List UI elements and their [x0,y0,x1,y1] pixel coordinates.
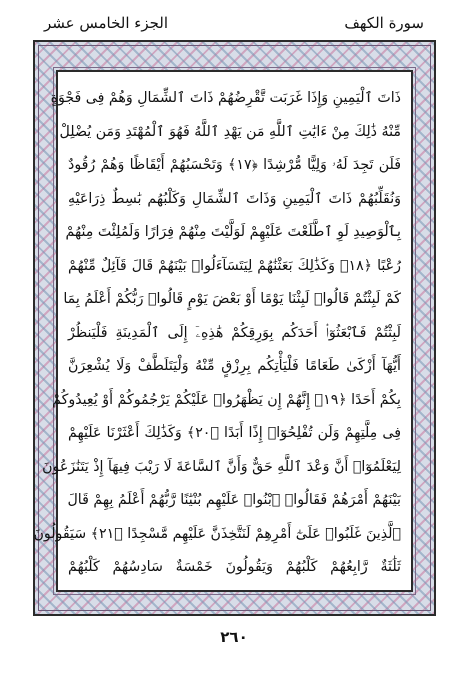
juz-name-header: الجزء الخامس عشر [44,14,169,32]
verse-line: بِكُمْ أَحَدًا ﴿١٩﴾ إِنَّهُمْ إِن يَظْهَرُوا۟ عَلَيْكُمْ يَرْجُمُوكُمْ أَوْ يُعِيدُوكُمْ [52,391,401,408]
verse-line: كَمْ لَبِثْتُمْ قَالُوا۟ لَبِثْنَا يَوْمًا أَوْ بَعْضَ يَوْمٍ قَالُوا۟ رَبُّكُمْ أَعْلَمُ بِمَا [63,291,401,307]
verse-line: أَيُّهَآ أَزْكَىٰ طَعَامًا فَلْيَأْتِكُم بِرِزْقٍ مِّنْهُ وَلْيَتَلَطَّفْ وَلَا يُشْعِرَنَّ [68,358,401,374]
verse-line: ٱلَّذِينَ غَلَبُوا۟ عَلَىٰٓ أَمْرِهِمْ لَنَتَّخِذَنَّ عَلَيْهِم مَّسْجِدًا ﴿٢١﴾ سَيَقُولُونَ [33,525,401,542]
surah-name-header: سورة الكهف [344,14,424,32]
verse-line: مِّنْهُ ذَٰلِكَ مِنْ ءَايَٰتِ ٱللَّهِ مَن يَهْدِ ٱللَّهُ فَهُوَ ٱلْمُهْتَدِ وَمَن يُضْلِلْ [59,123,401,140]
verse-line: لِيَعْلَمُوٓا۟ أَنَّ وَعْدَ ٱللَّهِ حَقٌّ وَأَنَّ ٱلسَّاعَةَ لَا رَيْبَ فِيهَآ إِذْ يَتَنَٰزَعُونَ [42,458,401,475]
verse-line: وَنُقَلِّبُهُمْ ذَاتَ ٱلْيَمِينِ وَذَاتَ ٱلشِّمَالِ وَكَلْبُهُم بَٰسِطٌ ذِرَاعَيْهِ [68,190,401,207]
verse-line: بَيْنَهُمْ أَمْرَهُمْ فَقَالُوا۟ ٱبْنُوا۟ عَلَيْهِم بُنْيَٰنًا رَّبُّهُمْ أَعْلَمُ بِهِمْ قَالَ [67,492,401,508]
verse-line: بِٱلْوَصِيدِ لَوِ ٱطَّلَعْتَ عَلَيْهِمْ لَوَلَّيْتَ مِنْهُمْ فِرَارًا وَلَمُلِئْتَ مِنْهُمْ [65,224,401,240]
verse-line: رُعْبًا ﴿١٨﴾ وَكَذَٰلِكَ بَعَثْنَٰهُمْ لِيَتَسَآءَلُوا۟ بَيْنَهُمْ قَالَ قَآئِلٌ مِّنْهُمْ [68,257,401,274]
verse-line: ذَاتَ ٱلْيَمِينِ وَإِذَا غَرَبَت تَّقْرِضُهُمْ ذَاتَ ٱلشِّمَالِ وَهُمْ فِى فَجْوَةٍ [50,90,401,106]
verse-line: لَبِثْتُمْ فَٱبْعَثُوٓا۟ أَحَدَكُم بِوَرِقِكُمْ هَٰذِهِۦٓ إِلَى ٱلْمَدِينَةِ فَلْيَنظُرْ [68,324,401,341]
verse-lines [33,82,401,580]
verse-line: فَلَن تَجِدَ لَهُۥ وَلِيًّا مُّرْشِدًا ﴿١٧﴾ وَتَحْسَبُهُمْ أَيْقَاظًا وَهُمْ رُقُودٌ [68,157,401,173]
verse-line: فِى مِلَّتِهِمْ وَلَن تُفْلِحُوٓا۟ إِذًا أَبَدًا ﴿٢٠﴾ وَكَذَٰلِكَ أَعْثَرْنَا عَلَيْهِمْ [68,425,401,441]
verse-line: ثَلَٰثَةٌ رَّابِعُهُمْ كَلْبُهُمْ وَيَقُولُونَ خَمْسَةٌ سَادِسُهُمْ كَلْبُهُمْ [68,559,401,575]
verse-panel [33,70,413,592]
page-number: ٢٦٠ [220,628,248,646]
